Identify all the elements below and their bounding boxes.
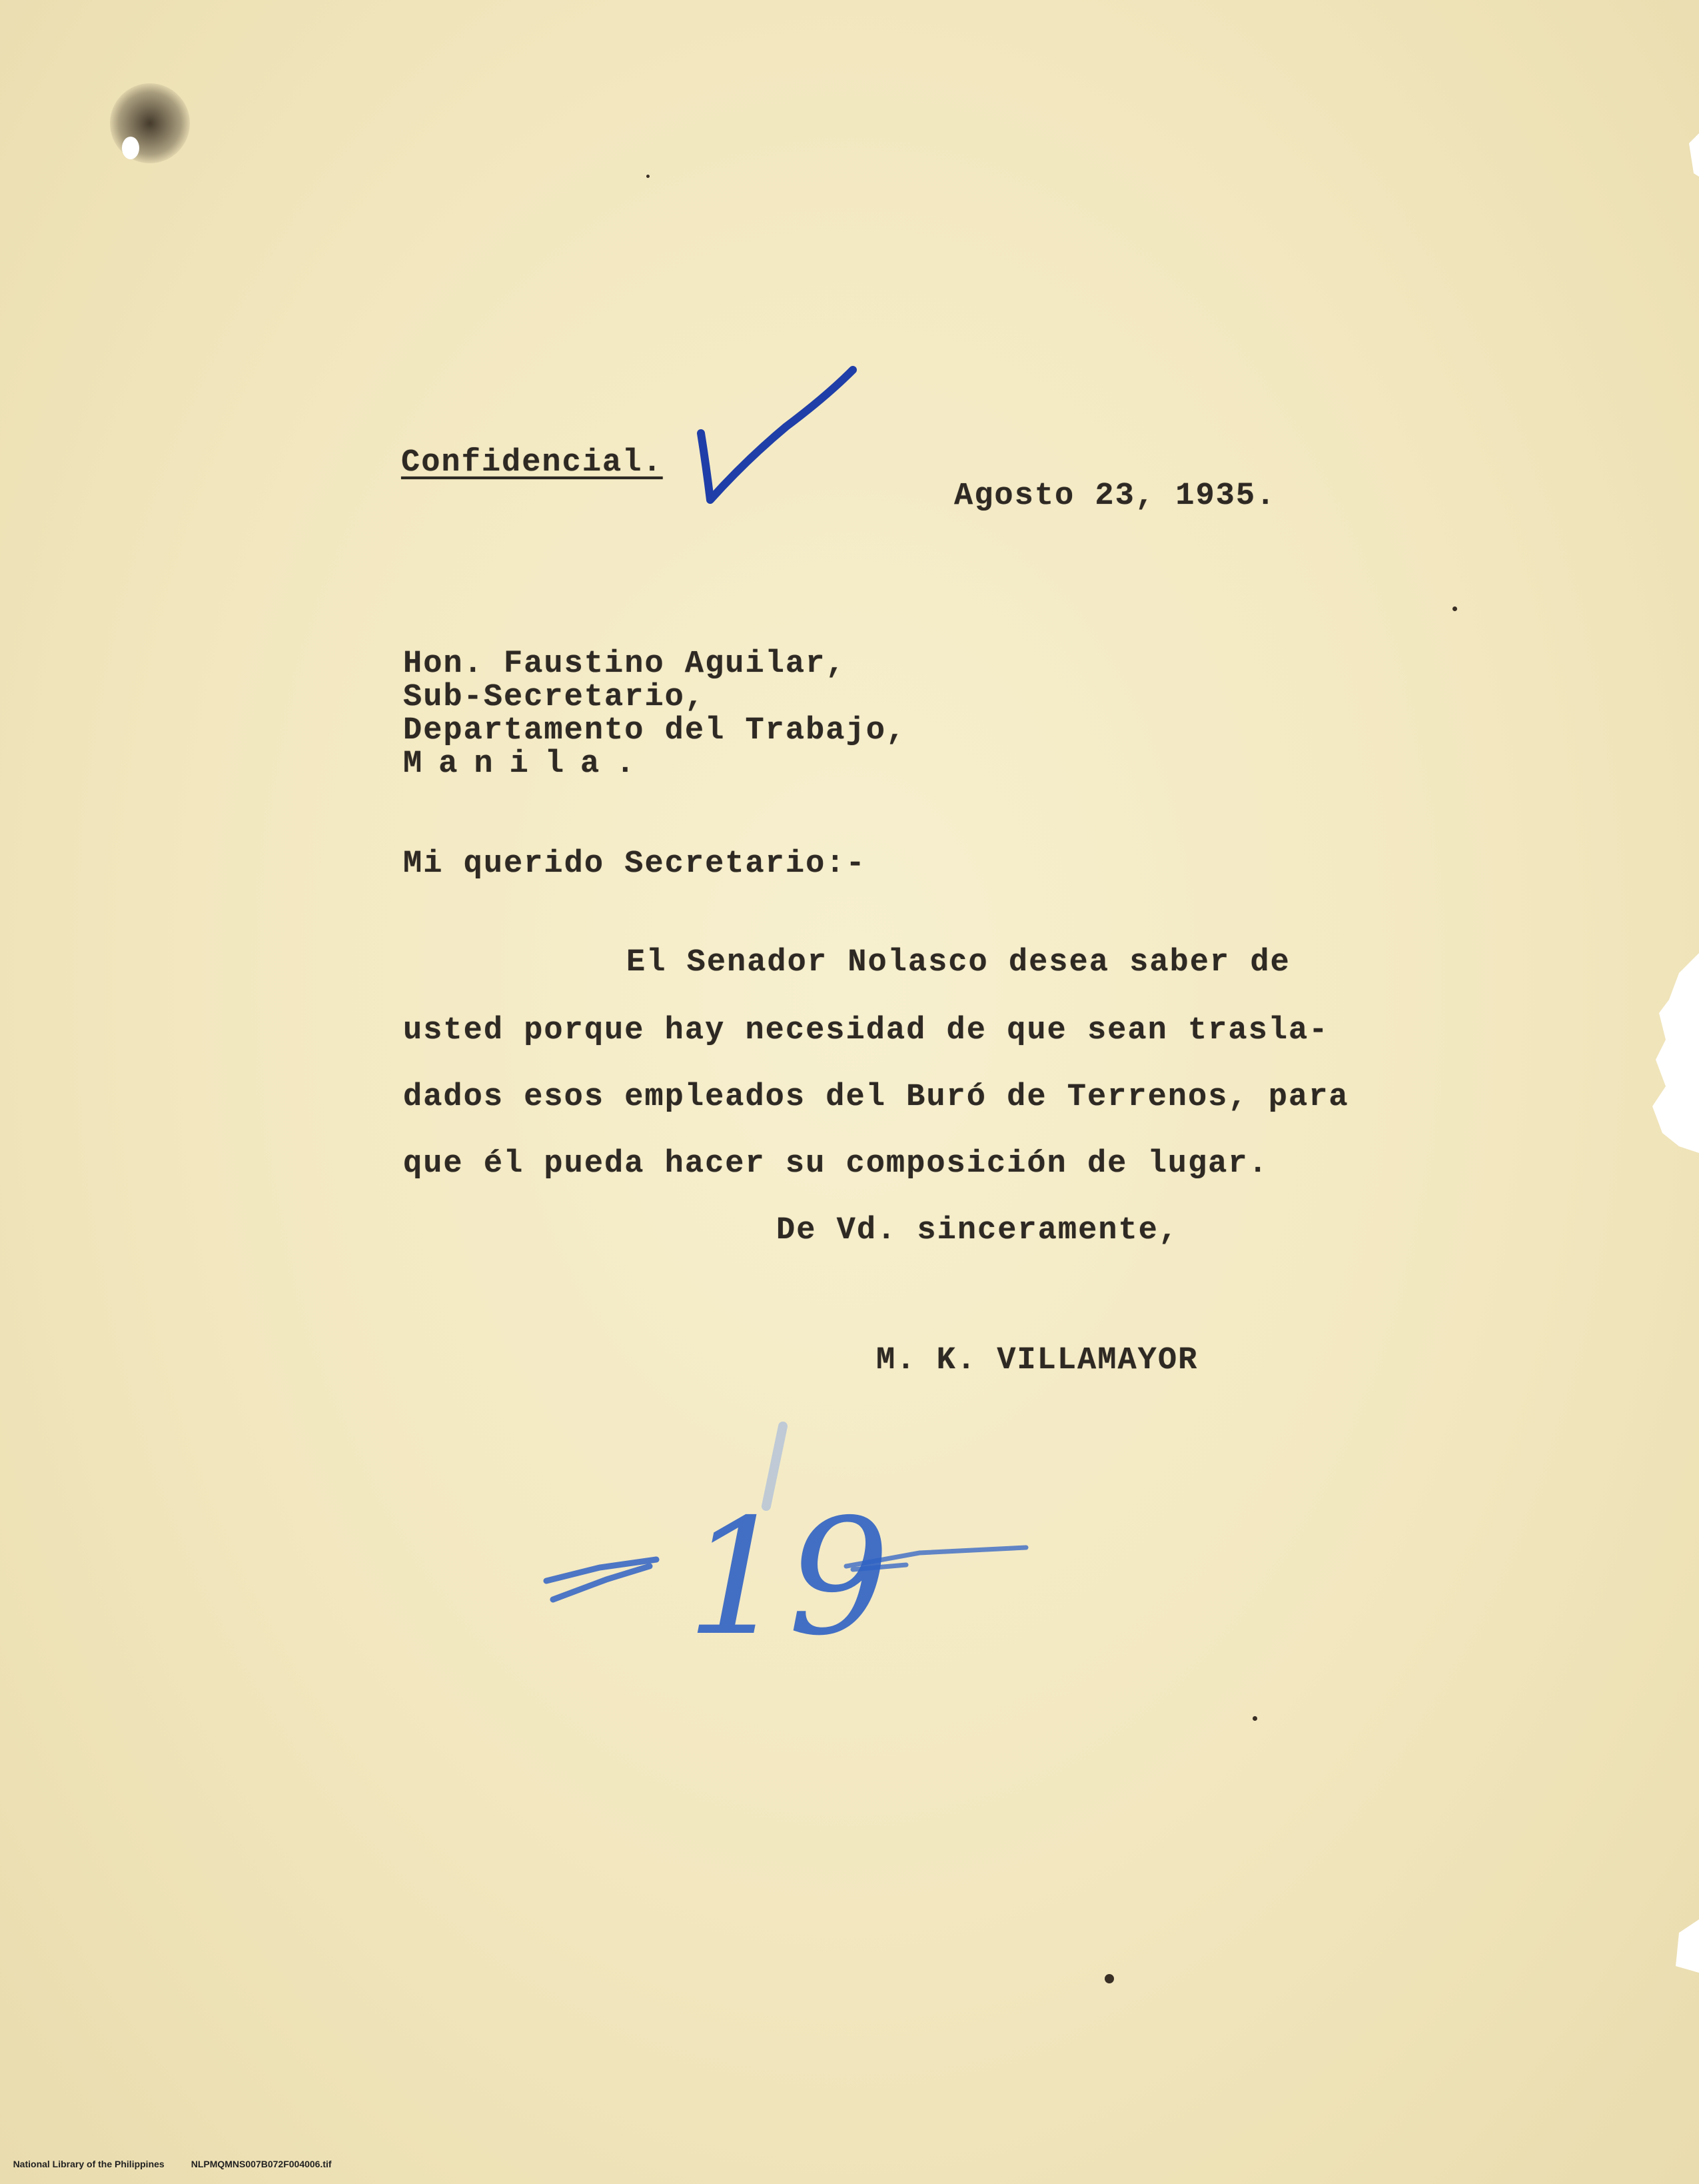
letter-date: Agosto 23, 1935. (954, 479, 1277, 514)
body-line-2: usted porque hay necesidad de que sean trasla- (403, 1013, 1329, 1048)
recipient-line-name: Hon. Faustino Aguilar, (403, 646, 846, 682)
recipient-line-department: Departamento del Trabajo, (403, 713, 907, 748)
closing: De Vd. sinceramente, (776, 1213, 1179, 1248)
hole-in-paper (122, 137, 139, 159)
footer-source: National Library of the Philippines (13, 2159, 165, 2169)
check-mark-icon (701, 370, 853, 500)
body-line-3: dados esos empleados del Buró de Terrenos, para (403, 1080, 1349, 1115)
dirt-spot (1105, 1974, 1114, 1983)
pencil-dash-right-icon (846, 1548, 1026, 1570)
recipient-line-title: Sub-Secretario, (403, 680, 706, 715)
recipient-line-city: Manila. (403, 746, 652, 782)
pencil-stroke-top-icon (766, 1426, 783, 1506)
pencil-dash-left-icon (546, 1560, 656, 1600)
body-line-4: que él pueda hacer su composición de lugar. (403, 1146, 1269, 1182)
archive-footer (3, 2148, 332, 2180)
body-line-1: El Senador Nolasco desea saber de (626, 945, 1291, 980)
dirt-spot (646, 175, 650, 178)
signatory: M. K. VILLAMAYOR (876, 1343, 1199, 1378)
handwritten-page-number: 19 (686, 1484, 890, 1671)
dirt-spot (1253, 1716, 1257, 1721)
footer-file-id: NLPMQMNS007B072F004006.tif (191, 2159, 332, 2169)
dirt-spot (1452, 606, 1457, 611)
classification-heading: Confidencial. (401, 445, 663, 481)
salutation: Mi querido Secretario:- (403, 846, 866, 882)
